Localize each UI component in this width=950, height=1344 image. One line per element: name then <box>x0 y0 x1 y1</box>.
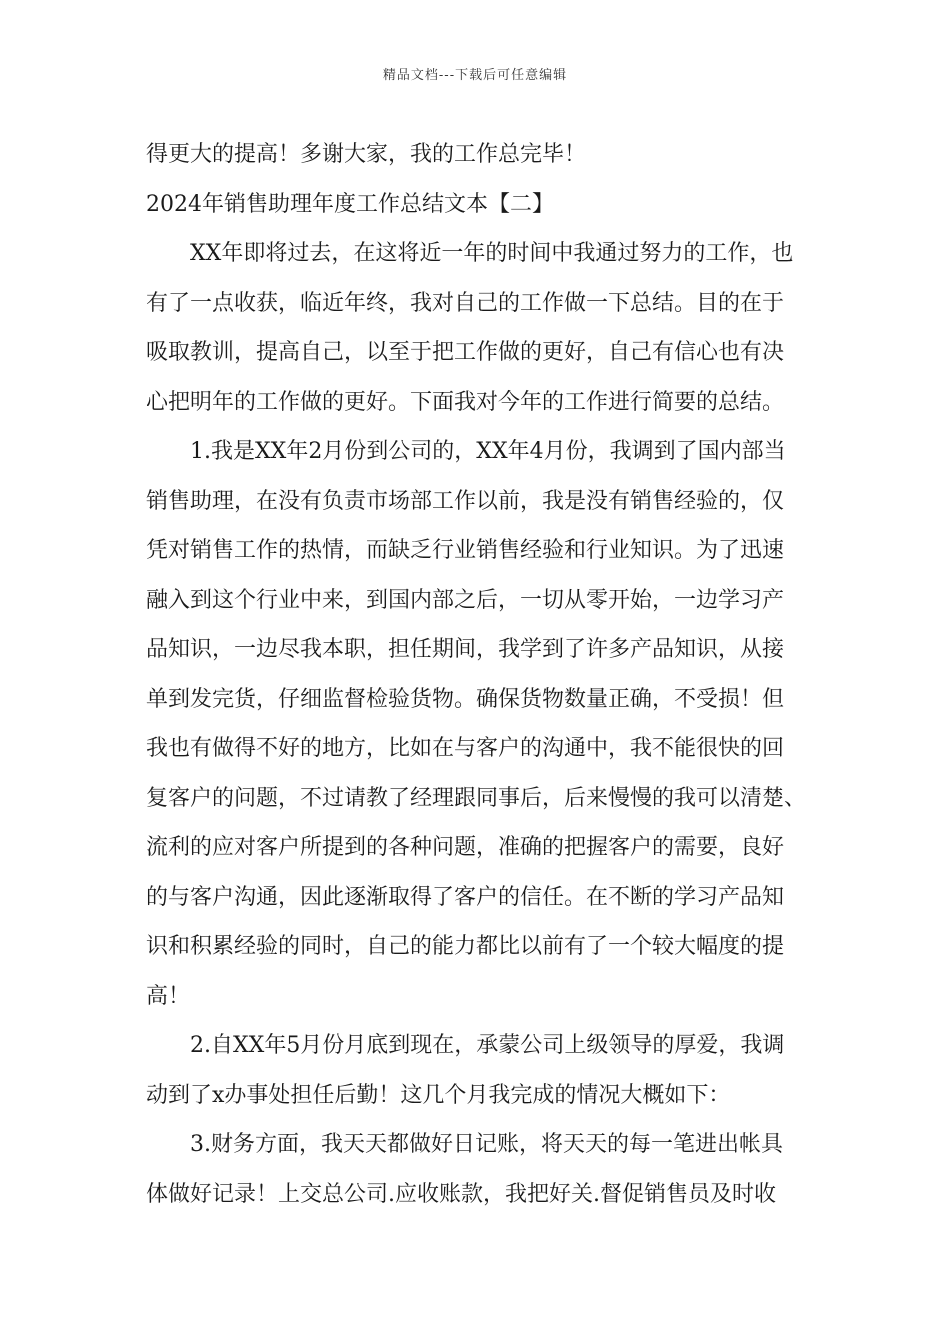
text-line: 品知识，一边尽我本职，担任期间，我学到了许多产品知识，从接 <box>146 637 785 662</box>
text-line: 的与客户沟通，因此逐渐取得了客户的信任。在不断的学习产品知 <box>146 884 785 910</box>
text-line: 有了一点收获，临近年终，我对自己的工作做一下总结。目的在于 <box>146 290 785 316</box>
text-line: 融入到这个行业中来，到国内部之后，一切从零开始，一边学习产 <box>146 587 785 613</box>
text-line: 吸取教训，提高自己，以至于把工作做的更好，自己有信心也有决 <box>146 340 785 365</box>
text-line: 我也有做得不好的地方，比如在与客户的沟通中，我不能很快的回 <box>146 736 785 761</box>
text-line: 销售助理，在没有负责市场部工作以前，我是没有销售经验的，仅 <box>146 488 785 514</box>
text-line: 高！ <box>146 983 191 1009</box>
text-line: 3.财务方面，我天天都做好日记账，将天天的每一笔进出帐具 <box>190 1132 783 1157</box>
section-heading: 2024年销售助理年度工作总结文本【二】 <box>146 191 554 217</box>
text-line: 得更大的提高！多谢大家，我的工作总完毕！ <box>146 142 587 167</box>
page-header: 精品文档---下载后可任意编辑 <box>382 68 568 83</box>
text-line: 1.我是XX年2月份到公司的，XX年4月份，我调到了国内部当 <box>190 439 786 464</box>
text-line: 体做好记录！上交总公司.应收账款，我把好关.督促销售员及时收 <box>146 1181 776 1207</box>
text-line: 动到了x办事处担任后勤！这几个月我完成的情况大概如下： <box>146 1082 731 1108</box>
text-line: XX年即将过去，在这将近一年的时间中我通过努力的工作，也 <box>190 241 794 266</box>
text-line: 流利的应对客户所提到的各种问题，准确的把握客户的需要，良好 <box>146 835 785 860</box>
text-line: 单到发完货，仔细监督检验货物。确保货物数量正确，不受损！但 <box>146 686 785 712</box>
text-line: 复客户的问题，不过请教了经理跟同事后，后来慢慢的我可以清楚、 <box>146 785 807 811</box>
document-body <box>146 130 826 1219</box>
text-line: 2.自XX年5月份月底到现在，承蒙公司上级领导的厚爱，我调 <box>190 1033 785 1058</box>
text-line: 识和积累经验的同时，自己的能力都比以前有了一个较大幅度的提 <box>146 934 785 959</box>
text-line: 心把明年的工作做的更好。下面我对今年的工作进行简要的总结。 <box>146 389 785 415</box>
text-line: 凭对销售工作的热情，而缺乏行业销售经验和行业知识。为了迅速 <box>146 538 785 563</box>
